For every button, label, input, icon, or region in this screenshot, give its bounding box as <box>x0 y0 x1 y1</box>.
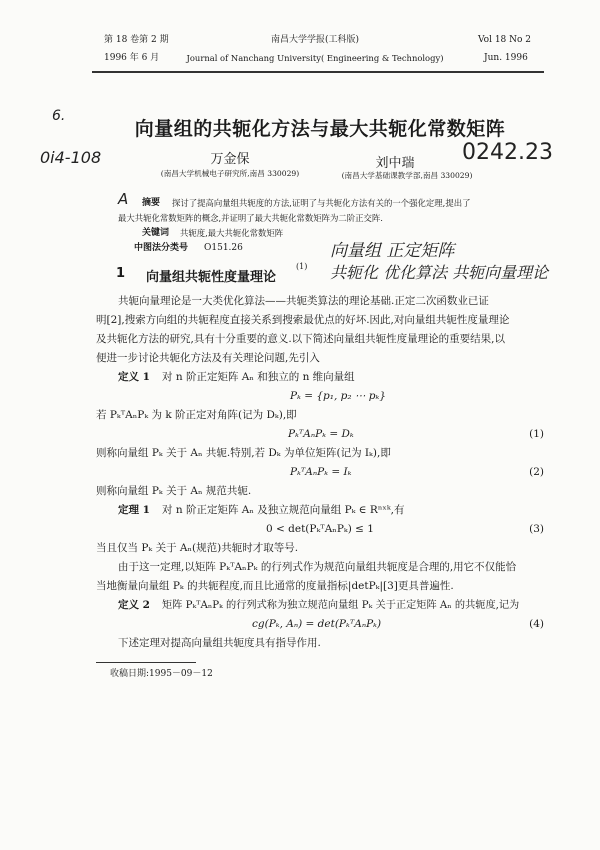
line-then-conjugate: 则称向量组 Pₖ 关于 Aₙ 共轭.特别,若 Dₖ 为单位矩阵(记为 Iₖ),即 <box>96 447 391 459</box>
header-journal-en: Journal of Nanchang University( Engineering & Technology) <box>186 53 444 63</box>
handwritten-code-right: 0242.23 <box>462 140 553 165</box>
equation-2: PₖᵀAₙPₖ = Iₖ <box>290 466 352 478</box>
header-date-en: Jun. 1996 <box>484 53 528 63</box>
section-title: 向量组共轭性度量理论 <box>146 270 277 285</box>
definition-2-label: 定义 2 <box>118 599 150 611</box>
header-date: 1996 年 6 月 <box>104 53 160 63</box>
author-1-affiliation: (南昌大学机械电子研究所,南昌 330029) <box>160 169 300 178</box>
theorem-1-text: 对 n 阶正定矩阵 Aₙ 及独立规范向量组 Pₖ ∈ Rⁿˣᵏ,有 <box>162 504 405 516</box>
equation-3: 0 < det(PₖᵀAₙPₖ) ≤ 1 <box>266 523 374 535</box>
header-volume: 第 18 卷第 2 期 <box>104 35 169 45</box>
para2-line-1: 由于这一定理,以矩阵 PₖᵀAₙPₖ 的行列式作为规范向量组共轭度是合理的,用它不仅能恰 <box>118 561 517 573</box>
handwritten-mark-a: A <box>118 190 129 208</box>
keywords-label: 关键词 <box>142 228 170 238</box>
author-1-name: 万金保 <box>210 152 250 167</box>
para2-line-2: 当地衡量向量组 Pₖ 的共轭程度,而且比通常的度量指标|detPₖ|[3]更具普遍性. <box>96 580 454 592</box>
line-normalized-conjugate: 则称向量组 Pₖ 关于 Aₙ 规范共轭. <box>96 485 252 497</box>
header-rule <box>92 71 544 73</box>
equation-1-number: (1) <box>529 428 544 440</box>
handwritten-mark-top-left: 6. <box>52 108 66 124</box>
keywords-text: 共轭度,最大共轭化常数矩阵 <box>180 228 284 238</box>
section-number: 1 <box>116 266 126 281</box>
abstract-label: 摘要 <box>142 198 161 208</box>
para1-line-3: 及共轭化方法的研究,具有十分重要的意义.以下简述向量组共轭性度量理论的重要结果,以 <box>96 333 506 345</box>
handwritten-keywords-2: 共轭化 优化算法 共轭向量理论 <box>330 263 549 282</box>
equation-pk: Pₖ = {p₁, p₂ ⋯ pₖ} <box>290 390 386 402</box>
definition-1-text: 对 n 阶正定矩阵 Aₙ 和独立的 n 维向量组 <box>162 371 355 383</box>
equation-1: PₖᵀAₙPₖ = Dₖ <box>288 428 354 440</box>
definition-1-label: 定义 1 <box>118 371 150 383</box>
equation-3-number: (3) <box>529 523 544 535</box>
classification-code: O151.26 <box>204 243 243 253</box>
line-iff: 当且仅当 Pₖ 关于 Aₙ(规范)共轭时才取等号. <box>96 542 299 554</box>
handwritten-code-left: 0i4-108 <box>40 148 102 167</box>
abstract-line-2: 最大共轭化常数矩阵的概念,并证明了最大共轭化常数矩阵为二阶正交阵. <box>118 213 383 223</box>
header-journal-cn: 南昌大学学报(工科版) <box>270 35 360 45</box>
footnote-rule <box>96 662 196 663</box>
line-if-diagonal: 若 PₖᵀAₙPₖ 为 k 阶正定对角阵(记为 Dₖ),即 <box>96 409 297 421</box>
equation-2-number: (2) <box>529 466 544 478</box>
para1-line-2: 明[2],搜索方向组的共轭程度直接关系到搜索最优点的好坏.因此,对向量组共轭性度量理论 <box>96 314 510 326</box>
author-2-affiliation: (南昌大学基础课教学部,南昌 330029) <box>341 171 473 180</box>
line-next-theorem: 下述定理对提高向量组共轭度具有指导作用. <box>118 637 321 649</box>
equation-4: cg(Pₖ, Aₙ) = det(PₖᵀAₙPₖ) <box>252 618 382 630</box>
definition-2-text: 矩阵 PₖᵀAₙPₖ 的行列式称为独立规范向量组 Pₖ 关于正定矩阵 Aₙ 的共轭度,记为 <box>162 600 520 611</box>
paper-title: 向量组的共轭化方法与最大共轭化常数矩阵 <box>134 118 506 140</box>
equation-4-number: (4) <box>529 618 544 630</box>
theorem-1-label: 定理 1 <box>118 504 150 516</box>
section-note: (1) <box>296 262 308 271</box>
handwritten-keywords-1: 向量组 正定矩阵 <box>330 241 455 261</box>
header-vol-en: Vol 18 No 2 <box>478 35 532 45</box>
classification-label: 中图法分类号 <box>134 243 189 253</box>
para1-line-4: 便进一步讨论共轭化方法及有关理论问题,先引入 <box>96 352 320 364</box>
author-2-name: 刘中瑞 <box>375 156 415 171</box>
para1-line-1: 共轭向量理论是一大类优化算法——共轭类算法的理论基础.正定二次函数业已证 <box>118 295 489 307</box>
abstract-line-1: 探讨了提高向量组共轭度的方法,证明了与共轭化方法有关的一个强化定理,提出了 <box>172 198 471 208</box>
received-date: 收稿日期:1995－09－12 <box>110 669 213 679</box>
